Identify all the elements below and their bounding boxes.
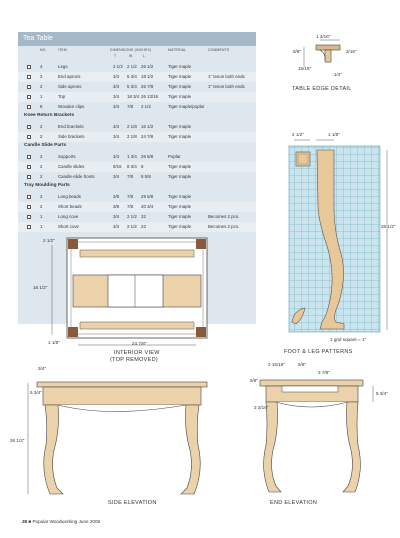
col-header-dims: DIMENSIONS (INCHES) <box>110 48 152 52</box>
cell-l: 26 13/16 <box>141 94 159 99</box>
cell-material: Tiger maple <box>168 194 192 199</box>
cell-w: 5 3/4 <box>127 74 137 79</box>
cell-no: 2 <box>40 174 43 179</box>
foot-leg-pattern-drawing <box>289 140 387 332</box>
cell-material: Tiger maple/poplar <box>168 104 205 109</box>
section-title: Candle Slide Parts <box>24 143 67 148</box>
cell-item: Side brackets <box>58 134 85 139</box>
cell-l: 26 1/2 <box>141 64 154 69</box>
cell-l: 26 7/8 <box>141 84 154 89</box>
cell-t: 3/4 <box>113 134 120 139</box>
cell-no: 2 <box>40 84 43 89</box>
cell-l: 23 <box>141 224 146 229</box>
cell-w: 2 1/2 <box>127 224 137 229</box>
interior-caption-1: INTERIOR VIEW <box>114 350 160 356</box>
section-title: Knee Return Brackets <box>24 113 75 118</box>
cell-w: 7/8 <box>127 204 134 209</box>
cell-l: 29 5/8 <box>141 194 154 199</box>
cell-item: End brackets <box>58 124 84 129</box>
cell-item: End aprons <box>58 74 81 79</box>
cell-material: Tiger maple <box>168 74 192 79</box>
cell-l: 8 5/8 <box>141 174 151 179</box>
cell-item: Long beads <box>58 194 81 199</box>
cell-l: 32 <box>141 214 146 219</box>
page-number: 38 <box>22 519 28 524</box>
interior-dim-corner: 2 1/2" <box>43 238 55 243</box>
cell-no: 2 <box>40 124 43 129</box>
edge-dim-right: 3/16" <box>346 49 357 54</box>
end-dim-f: 5 3/4" <box>376 391 388 396</box>
cell-w: 8 3/4 <box>127 164 137 169</box>
end-dim-b: 5/8" <box>298 362 307 367</box>
page-footer <box>22 519 100 524</box>
cell-no: 2 <box>40 164 43 169</box>
col-header-comments: COMMENTS <box>208 48 230 52</box>
interior-dim-bracket: 1 1/8" <box>48 340 60 345</box>
cell-material: Tiger maple <box>168 204 192 209</box>
cell-no: 1 <box>40 224 43 229</box>
side-dim-height: 26 1/2" <box>10 438 25 443</box>
cell-w: 7/8 <box>127 104 134 109</box>
interior-view-drawing <box>52 238 207 345</box>
cell-item: Short beads <box>58 204 82 209</box>
cell-w: 5 3/4 <box>127 84 137 89</box>
cell-no: 4 <box>40 64 43 69</box>
side-elevation-drawing <box>28 382 207 494</box>
cell-no: 8 <box>40 104 43 109</box>
cell-w: 7/8 <box>127 174 134 179</box>
cell-no: 1 <box>40 214 43 219</box>
cell-comments: Becomes 2 pcs. <box>208 214 240 219</box>
end-dim-e: 2 3/16" <box>254 405 269 410</box>
end-elevation-caption: END ELEVATION <box>270 500 318 506</box>
cell-w: 2 1/8 <box>127 134 137 139</box>
cell-material: Tiger maple <box>168 134 192 139</box>
cell-t: 3/4 <box>113 154 120 159</box>
cell-comments: Becomes 2 pcs. <box>208 224 240 229</box>
cell-w: 18 3/4 <box>127 94 140 99</box>
leg-dim-width: 2 1/2" <box>292 132 304 137</box>
cell-item: Long cove <box>58 214 79 219</box>
cell-material: Tiger maple <box>168 84 192 89</box>
interior-dim-length: 24 7/8" <box>132 341 147 346</box>
cell-l: 24 7/8 <box>141 134 154 139</box>
cell-material: Tiger maple <box>168 94 192 99</box>
cell-no: 2 <box>40 154 43 159</box>
cell-material: Tiger maple <box>168 214 192 219</box>
cell-t: 3/8 <box>113 194 120 199</box>
cell-comments: 1" tenon both ends <box>208 74 245 79</box>
side-dim-apron: 5 3/4" <box>30 390 42 395</box>
cell-material: Tiger maple <box>168 124 192 129</box>
interior-caption-2: (TOP REMOVED) <box>110 357 159 363</box>
col-header-t: T <box>114 54 117 58</box>
cell-comments: 1" tenon both ends <box>208 84 245 89</box>
cell-material: Tiger maple <box>168 174 192 179</box>
cell-l: 8 <box>141 164 144 169</box>
section-title: Tray Moulding Parts <box>24 183 70 188</box>
cell-item: Top <box>58 94 66 99</box>
cell-item: Side aprons <box>58 84 82 89</box>
edge-dim-left: 5/8" <box>293 49 302 54</box>
edge-detail-caption: TABLE EDGE DETAIL <box>292 86 352 92</box>
footer-bullet: ■ <box>28 519 32 524</box>
cell-material: Tiger maple <box>168 224 192 229</box>
cell-material: Tiger maple <box>168 64 192 69</box>
cell-w: 1 3/4 <box>127 154 137 159</box>
cell-item: Wooden clips <box>58 104 85 109</box>
grid-scale-note: 1 grid square = 1" <box>330 337 367 342</box>
cell-l: 20 3/4 <box>141 204 154 209</box>
cell-w: 2 1/2 <box>127 64 137 69</box>
edge-dim-bead: 1/4" <box>334 72 343 77</box>
end-dim-d: 5/8" <box>250 378 259 383</box>
col-header-item: ITEM <box>58 48 67 52</box>
cell-no: 2 <box>40 134 43 139</box>
cell-t: 3/4 <box>113 124 120 129</box>
cell-t: 3/4 <box>113 84 120 89</box>
cell-t: 2 1/2 <box>113 64 123 69</box>
cell-t: 3/4 <box>113 104 120 109</box>
cell-item: Candle-slide fronts <box>58 174 95 179</box>
cell-no: 2 <box>40 204 43 209</box>
end-elevation-drawing <box>260 380 373 492</box>
cell-t: 3/8 <box>113 204 120 209</box>
edge-dim-top: 1 3/16" <box>316 34 331 39</box>
side-dim-top: 3/4" <box>38 366 47 371</box>
cell-material: Tiger maple <box>168 164 192 169</box>
end-dim-a: 2 15/16" <box>268 362 285 367</box>
leg-dim-knee: 1 1/8" <box>328 132 340 137</box>
cell-no: 2 <box>40 74 43 79</box>
cell-item: Candle slides <box>58 164 85 169</box>
cell-t: 3/4 <box>113 74 120 79</box>
cell-no: 2 <box>40 194 43 199</box>
publication-name: Popular Woodworking <box>32 519 78 524</box>
cell-t: 3/4 <box>113 94 120 99</box>
cell-no: 1 <box>40 94 43 99</box>
cell-l: 2 1/2 <box>141 104 151 109</box>
cell-l: 18 1/2 <box>141 74 154 79</box>
col-header-material: MATERIAL <box>168 48 187 52</box>
cell-t: 3/4 <box>113 214 120 219</box>
col-header-no: NO. <box>40 48 47 52</box>
cell-w: 2 1/8 <box>127 124 137 129</box>
col-header-w: W <box>129 54 133 58</box>
cell-material: Poplar <box>168 154 181 159</box>
end-dim-c: 3 7/8" <box>318 370 330 375</box>
cell-item: Supports <box>58 154 76 159</box>
cell-w: 7/8 <box>127 194 134 199</box>
cut-list-title: Tea Table <box>18 32 256 46</box>
cell-l: 16 1/2 <box>141 124 154 129</box>
leg-dim-height: 26 1/2" <box>381 224 396 229</box>
cell-item: Short cove <box>58 224 79 229</box>
foot-leg-caption: FOOT & LEG PATTERNS <box>284 349 353 355</box>
cell-t: 3/4 <box>113 224 120 229</box>
cell-l: 26 5/8 <box>141 154 154 159</box>
cell-w: 2 1/2 <box>127 214 137 219</box>
cell-t: 3/4 <box>113 174 120 179</box>
cell-item: Legs <box>58 64 68 69</box>
interior-dim-depth: 16 1/2" <box>33 285 48 290</box>
issue-date: June 2008 <box>78 519 101 524</box>
col-header-l: L <box>143 54 145 58</box>
edge-dim-depth: 15/16" <box>298 66 312 71</box>
cell-t: 9/16 <box>113 164 122 169</box>
table-edge-detail-drawing <box>304 40 340 66</box>
side-elevation-caption: SIDE ELEVATION <box>108 500 157 506</box>
